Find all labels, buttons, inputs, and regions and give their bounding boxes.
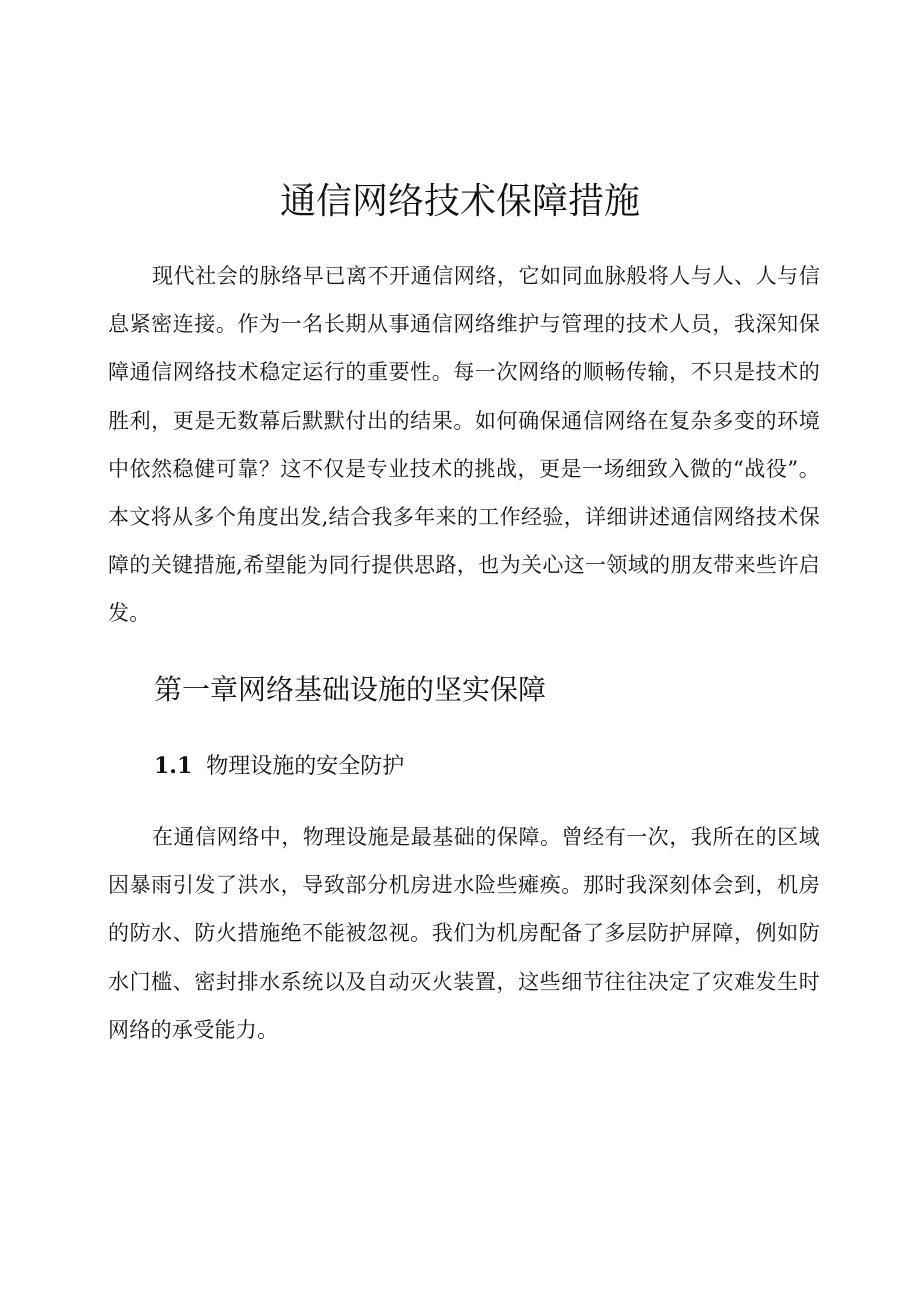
intro-paragraph: 现代社会的脉络早已离不开通信网络，它如同血脉般将人与人、人与信息紧密连接。作为一名长期从事通信网络维护与管理的技术人员，我深知保障通信网络技术稳定运行的重要性。每一次网络的顺畅传输，不只是技术的胜利，更是无数幕后默默付出的结果。如何确保通信网络在复杂多变的环境中依然稳健可靠？这不仅是专业技术的挑战，更是一场细致入微的“战役”。本文将从多个角度出发,结合我多年来的工作经验，详细讲述通信网络技术保障的关键措施,希望能为同行提供思路，也为关心这一领域的朋友带来些许启发。 (108, 264, 820, 626)
section-heading (154, 749, 404, 784)
section-number: 1.1 (154, 753, 193, 779)
chapter-heading: 第一章网络基础设施的坚实保障 (154, 673, 547, 706)
section-paragraph: 在通信网络中，物理设施是最基础的保障。曾经有一次，我所在的区域因暴雨引发了洪水，导致部分机房进水险些瘫痪。那时我深刻体会到，机房的防水、防火措施绝不能被忽视。我们为机房配备了多层防护屏障，例如防水门槛、密封排水系统以及自动灭火装置，这些细节往往决定了灾难发生时网络的承受能力。 (108, 825, 820, 1042)
document-title: 通信网络技术保障措施 (279, 181, 640, 222)
section-title: 物理设施的安全防护 (206, 754, 405, 779)
